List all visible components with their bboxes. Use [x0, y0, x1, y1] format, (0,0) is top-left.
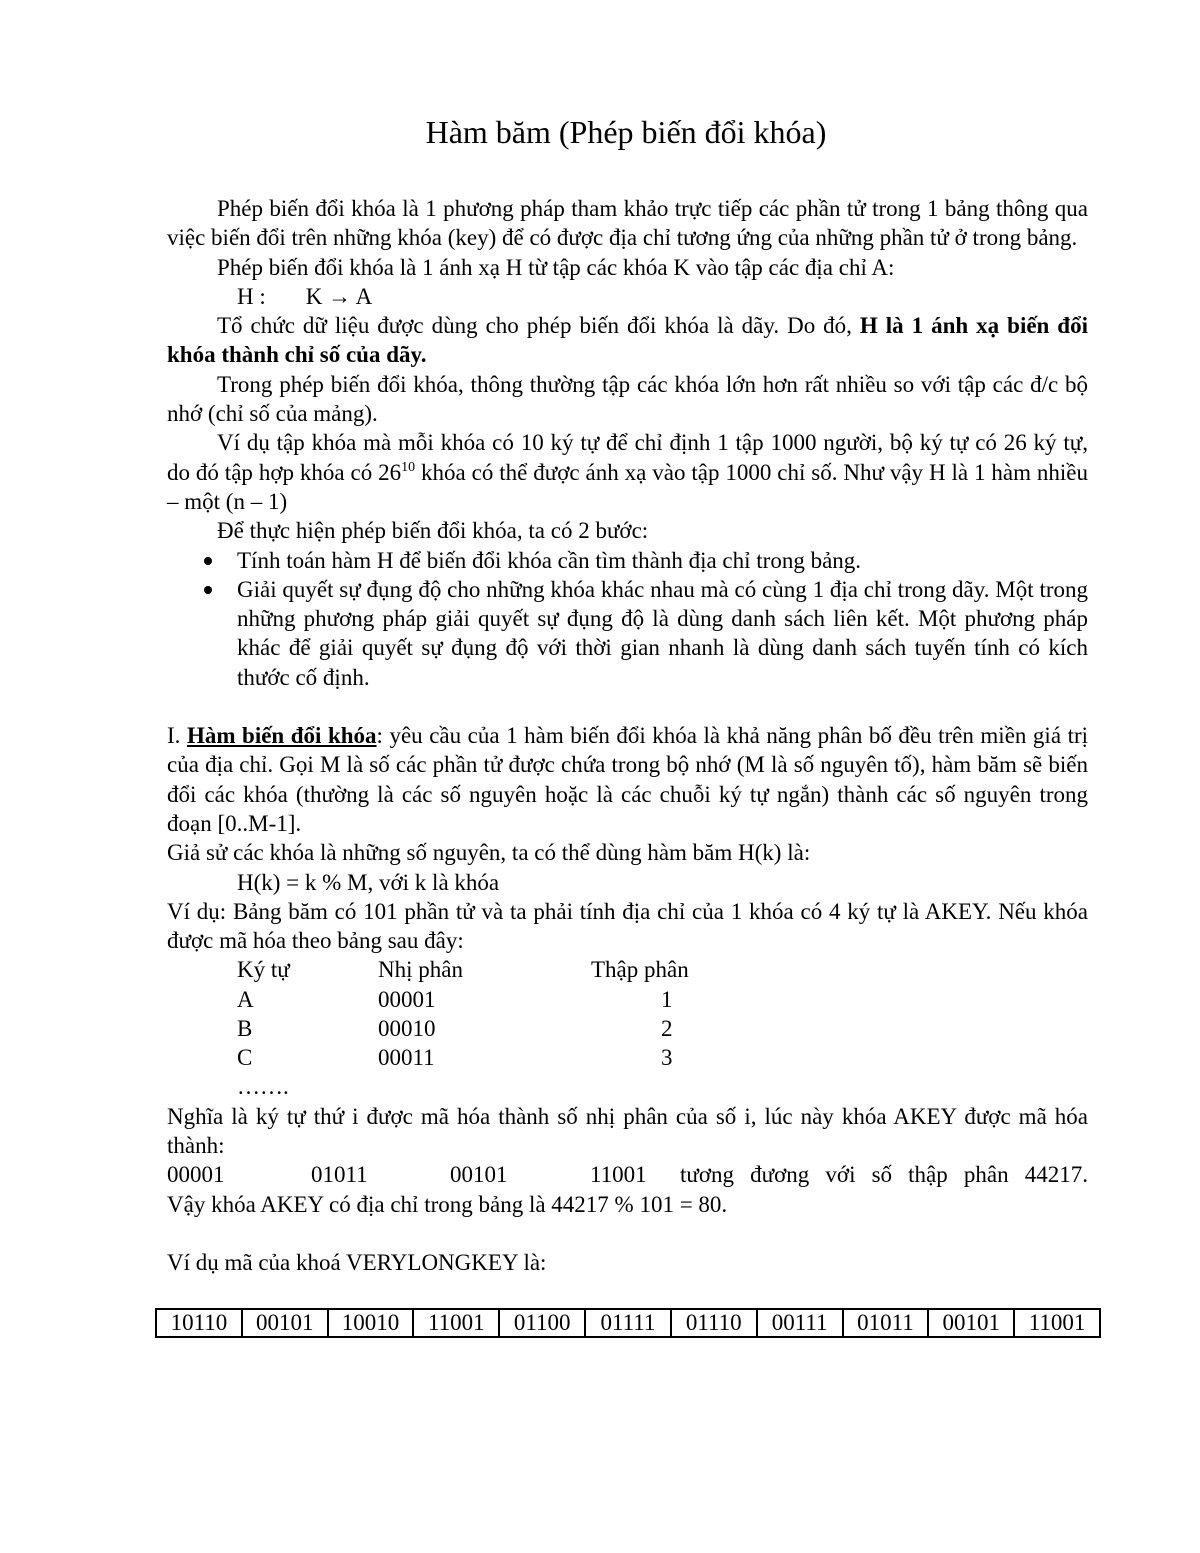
paragraph-verylongkey: Ví dụ mã của khoá VERYLONGKEY là: [167, 1249, 547, 1275]
paragraph-array-bold: H là 1 ánh xạ biến đổi khóa thành chỉ số của dãy [167, 313, 1088, 368]
code-cell: 00111 [757, 1309, 843, 1337]
paragraph-example [167, 428, 1088, 516]
paragraph-encoding-explanation: Nghĩa là ký tự thứ i được mã hóa thành số nhị phân của số i, lúc này khóa AKEY được mã hóa thành: [167, 1103, 1088, 1159]
paragraph-mapping-intro: Phép biến đổi khóa là 1 ánh xạ H từ tập các khóa K vào tập các địa chỉ A: [217, 254, 895, 280]
code-cell: 00101 [928, 1309, 1014, 1337]
akey-bits: 00001 [167, 1162, 225, 1188]
header-decimal: Thập phân [591, 957, 689, 983]
paragraph-array-text: Tổ chức dữ liệu được dùng cho phép biến đổi khóa là dãy. Do đó, [217, 313, 860, 339]
code-cell: 11001 [1014, 1309, 1100, 1337]
list-item [167, 546, 1088, 575]
mapping-right: K → A [305, 283, 373, 309]
table-row [167, 1043, 1088, 1072]
akey-decimal-result: tương đương với số thập phân 44217. [680, 1162, 1088, 1188]
encoding-table-header [167, 955, 1088, 984]
steps-list [167, 546, 1088, 692]
document-body [167, 194, 1088, 1277]
cell-binary: 00011 [378, 1045, 435, 1071]
paragraph-steps: Để thực hiện phép biến đổi khóa, ta có 2 bước: [217, 518, 649, 544]
hash-formula: H(k) = k % M, với k là khóa [237, 869, 500, 895]
table-ellipsis: ……. [237, 1074, 289, 1100]
paragraph-key-set: Trong phép biến đổi khóa, thông thường tập các khóa lớn hơn rất nhiều so với tập các đ/c bộ nhớ (chỉ số của mảng). [167, 371, 1088, 427]
table-row [156, 1309, 1100, 1337]
cell-decimal: 2 [661, 1016, 673, 1042]
cell-binary: 00010 [378, 1016, 436, 1042]
section-heading: Hàm biến đổi khóa [186, 723, 377, 749]
cell-binary: 00001 [378, 986, 436, 1012]
section-hash-function [167, 721, 1088, 838]
table-row [167, 985, 1088, 1014]
paragraph-integer-keys: Giả sử các khóa là những số nguyên, ta có thể dùng hàm băm H(k) là: [167, 840, 811, 866]
mapping-formula [167, 282, 1088, 311]
spacer [167, 692, 1088, 721]
cell-decimal: 3 [661, 1045, 673, 1071]
paragraph-array [167, 311, 1088, 370]
bullet-icon [204, 586, 212, 594]
list-item-text: Giải quyết sự đụng độ cho những khóa khác nhau mà có cùng 1 địa chỉ trong dãy. Một trong những phương pháp giải quyết sự đụng độ là dùng danh sách liên kết. Một phương pháp khác để giải quyết sự đụng độ với thời gian nhanh là dùng danh sách tuyến tính có kích thước cố định. [237, 576, 1088, 690]
paragraph-akey-address: Vậy khóa AKEY có địa chỉ trong bảng là 44217 % 101 = 80. [167, 1191, 728, 1217]
paragraph-example-pre: Ví dụ tập khóa mà mỗi khóa có 10 ký tự để chỉ định 1 tập 1000 người, bộ ký tự có 26 ký tự, do đó tập hợp khóa có 26 [167, 430, 1088, 485]
code-cell: 01111 [585, 1309, 671, 1337]
code-cell: 01100 [499, 1309, 585, 1337]
akey-bits: 00101 [450, 1162, 508, 1188]
list-item [167, 575, 1088, 692]
table-row [167, 1014, 1088, 1043]
code-cell: 00101 [242, 1309, 328, 1337]
akey-bits: 01011 [311, 1162, 368, 1188]
section-text: : yêu cầu của 1 hàm biến đổi khóa là khả năng phân bố đều trên miền giá trị của địa chỉ. Gọi M là số các phần tử được chứa trong bộ nhớ (M là số nguyên tố), hàm băm sẽ biến đổi các khóa (thường là các số nguyên hoặc là các chuỗi ký tự ngắn) thành các số nguyên trong đoạn [0..M-1]. [167, 723, 1089, 836]
cell-char: B [237, 1016, 253, 1042]
code-cell: 01011 [843, 1309, 929, 1337]
bullet-icon [204, 557, 212, 565]
header-char: Ký tự [237, 957, 290, 983]
cell-char: C [237, 1045, 253, 1071]
code-cell: 10010 [328, 1309, 414, 1337]
verylongkey-code-table [155, 1308, 1101, 1338]
paragraph-akey-example: Ví dụ: Bảng băm có 101 phần tử và ta phải tính địa chỉ của 1 khóa có 4 ký tự là AKEY. Nếu khóa được mã hóa theo bảng sau đây: [167, 898, 1088, 954]
code-cell: 11001 [413, 1309, 499, 1337]
paragraph-array-end: . [420, 342, 427, 368]
paragraph-definition: Phép biến đổi khóa là 1 phương pháp tham khảo trực tiếp các phần tử trong 1 bảng thông qua việc biến đổi trên những khóa (key) để có được địa chỉ tương ứng của những phần tử ở trong bảng. [167, 196, 1088, 251]
paragraph-example-sup: 10 [401, 459, 416, 475]
akey-bits-line [167, 1160, 1088, 1189]
cell-decimal: 1 [661, 986, 673, 1012]
akey-bits: 11001 [590, 1162, 647, 1188]
spacer [167, 1219, 1088, 1248]
header-binary: Nhị phân [378, 957, 463, 983]
encoding-table [167, 955, 1088, 1072]
page-title: Hàm băm (Phép biến đổi khóa) [425, 114, 827, 150]
paragraph-example-post: khóa có thể được ánh xạ vào tập 1000 chỉ số. Như vậy H là 1 hàm nhiều – một (n – 1) [167, 459, 1088, 514]
code-cell: 01110 [671, 1309, 757, 1337]
list-item-text: Tính toán hàm H để biến đổi khóa cần tìm thành địa chỉ trong bảng. [237, 547, 862, 573]
mapping-left: H : [237, 283, 266, 309]
cell-char: A [237, 986, 254, 1012]
code-cell: 10110 [156, 1309, 242, 1337]
section-prefix: I. [167, 723, 187, 749]
